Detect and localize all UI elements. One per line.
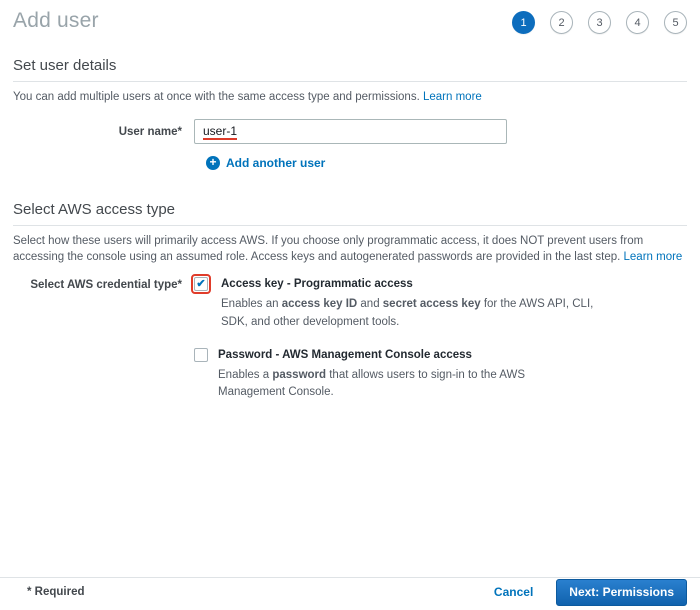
step-1-active: 1 (512, 11, 535, 34)
add-another-user-button[interactable] (206, 156, 687, 170)
red-annotation-highlight (191, 274, 211, 294)
step-2: 2 (550, 11, 573, 34)
learn-more-link-access-type[interactable]: Learn more (623, 251, 683, 264)
access-key-programmatic-checkbox[interactable] (194, 277, 208, 291)
credential-type-row (13, 277, 687, 402)
option-title: Access key - Programmatic access (221, 278, 413, 291)
next-permissions-button[interactable]: Next: Permissions (556, 579, 687, 606)
section-divider (13, 225, 687, 226)
access-type-description (13, 233, 687, 266)
option-title: Password - AWS Management Console access (218, 348, 472, 361)
credential-options (194, 277, 595, 402)
credential-option-access-key-programmatic (194, 277, 595, 332)
option-description: Enables an access key ID and secret access key for the AWS API, CLI, SDK, and other development tools. (221, 297, 594, 328)
step-3: 3 (588, 11, 611, 34)
step-4: 4 (626, 11, 649, 34)
cancel-button[interactable]: Cancel (493, 585, 534, 599)
select-access-type-section (0, 201, 700, 402)
add-another-user-label: Add another user (226, 155, 326, 170)
option-description: Enables a password that allows users to sign-in to the AWS Management Console. (218, 368, 526, 399)
wizard-header (0, 0, 700, 34)
user-details-description (13, 89, 687, 106)
username-row (13, 119, 687, 144)
username-value: user-1 (203, 123, 238, 138)
user-details-description-text: You can add multiple users at once with the same access type and permissions. (13, 91, 420, 103)
checkbox-wrap (194, 348, 208, 362)
credential-type-label: Select AWS credential type* (30, 279, 182, 292)
step-indicator (512, 11, 687, 34)
page-title: Add user (13, 9, 99, 32)
step-5: 5 (664, 11, 687, 34)
password-console-checkbox[interactable] (194, 348, 208, 362)
credential-option-password-console (194, 348, 595, 403)
option-content (221, 277, 595, 332)
section-heading-user-details: Set user details (13, 57, 117, 74)
option-content (218, 348, 592, 403)
section-divider (13, 81, 687, 82)
checkmark-icon: ✔ (196, 277, 206, 290)
access-type-description-text: Select how these users will primarily access AWS. If you choose only programmatic access, it does NOT prevent users from accessing the console using an assumed role. Access keys and autogenerated passwords are provided in the last step. (13, 234, 644, 264)
checkbox-wrap (194, 277, 211, 294)
footer-actions (494, 579, 687, 606)
wizard-footer (0, 577, 700, 610)
required-note: * Required (27, 586, 85, 598)
plus-circle-icon: + (206, 156, 220, 170)
username-input[interactable] (194, 119, 507, 144)
username-label: User name* (118, 125, 182, 138)
section-heading-access-type: Select AWS access type (13, 200, 176, 218)
learn-more-link-user-details[interactable]: Learn more (422, 91, 482, 103)
set-user-details-section (0, 57, 700, 170)
